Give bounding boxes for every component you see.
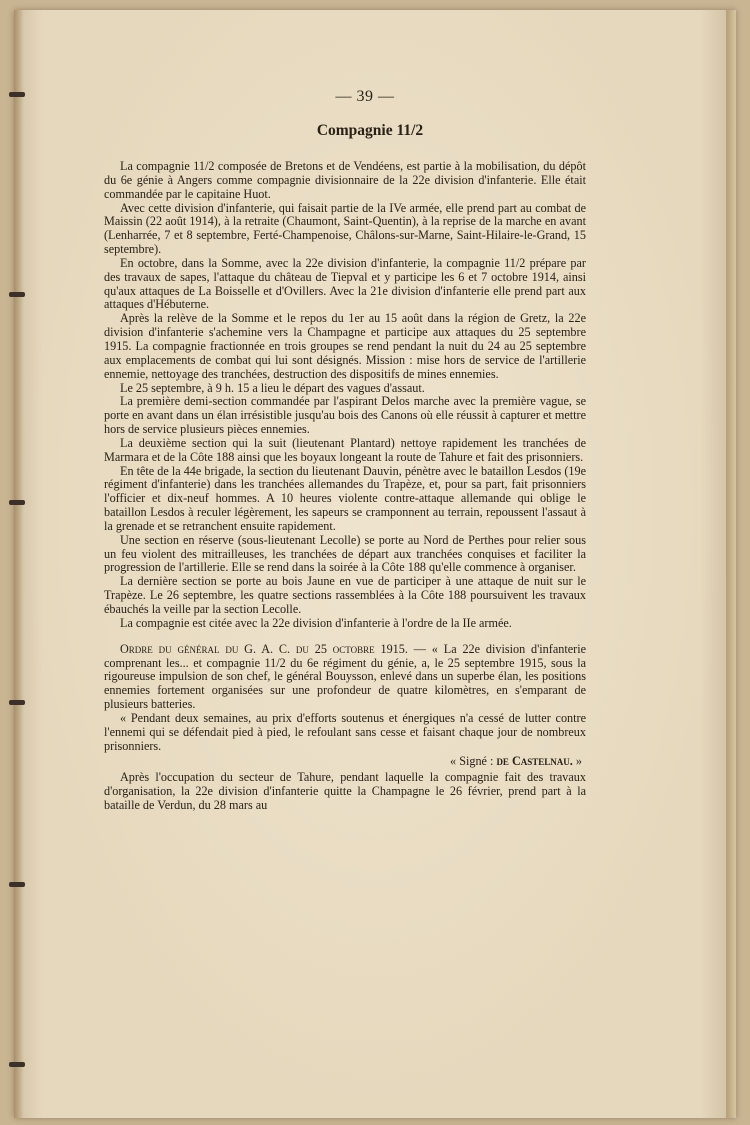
- signature-line: [104, 754, 586, 769]
- paragraph: Après la relève de la Somme et le repos du 1er au 15 août dans la région de Gretz, la 22e division d'infanterie s'achemine vers la Champagne et participe aux attaques du 25 septembre 1915. La compagnie fractionnée en trois groupes se rend pendant la nuit du 24 au 25 septembre aux emplacements de combat qui lui sont désignés. Mission : mise hors de service de l'artillerie ennemie, nettoyage des tranchées, destruction des dispositifs de mines ennemies.: [104, 311, 586, 381]
- paragraph: Le 25 septembre, à 9 h. 15 a lieu le départ des vagues d'assaut.: [120, 380, 425, 395]
- order-text: — « La 22e division d'infanterie comprenant les... et compagnie 11/2 du 6e régiment du génie, a, le 25 septembre 1915, sous la rigoureuse impulsion de son chef, le général Bouysson, enlevé dans un superbe élan, les positions ennemies fortement organisées sur une profondeur de quatre kilomètres, en s'emparant de plusieurs batteries.: [104, 641, 586, 712]
- page-content: [104, 88, 586, 813]
- page-binding-shadow: [14, 10, 24, 1118]
- closing-paragraph: Après l'occupation du secteur de Tahure, pendant laquelle la compagnie fait des travaux d'organisation, la 22e division d'infanterie quitte la Champagne le 26 février, prend part à la bataille de Verdun, du 28 mars au: [104, 770, 586, 813]
- section-title: Compagnie 11/2: [316, 122, 424, 139]
- paragraph: Une section en réserve (sous-lieutenant Lecolle) se porte au Nord de Perthes pour relier sous un feu violent des mitrailleuses, les tranchées de départ aux tranchées conquises et faciliter la progression de l'artillerie. Elle se rend dans la soirée à la Côte 188 qu'elle commence à organiser.: [104, 532, 586, 575]
- paragraph: Avec cette division d'infanterie, qui faisait partie de la IVe armée, elle prend part au combat de Maissin (22 août 1914), à la retraite (Chaumont, Saint-Quentin), à la reprise de la marche en avant (Lenharrée, 7 et 8 septembre, Ferté-Champenoise, Châlons-sur-Marne, Saint-Hilaire-le-Grand, 15 septembre).: [104, 200, 586, 257]
- paragraph: En tête de la 44e brigade, la section du lieutenant Dauvin, pénètre avec le bataillon Lesdos (19e régiment d'infanterie) dans les tranchées allemandes du Trapèze, et, pour sa part, fait prisonniers l'officier et dix-neuf hommes. A 10 heures violente contre-attaque allemande qui oblige le bataillon Lesdos à reculer légèrement, les sapeurs se cramponnent au terrain, repoussent l'assaut à la grenade et se retranchent ensuite rapidement.: [104, 463, 586, 533]
- signature-name: de Castelnau.: [496, 754, 573, 769]
- signature-prefix: « Signé :: [450, 754, 497, 769]
- signature-suffix: »: [572, 754, 582, 769]
- page-number: — 39 —: [335, 88, 395, 105]
- paragraph: La compagnie 11/2 composée de Bretons et de Vendéens, est partie à la mobilisation, du dépôt du 6e génie à Angers comme compagnie divisionnaire de la 22e division d'infanterie. Elle était commandée par le capitaine Huot.: [104, 159, 586, 201]
- order-citation: [104, 643, 586, 712]
- staple-mark: [9, 500, 25, 505]
- staple-mark: [9, 700, 25, 705]
- staple-mark: [9, 1062, 25, 1067]
- paragraph: En octobre, dans la Somme, avec la 22e division d'infanterie, la compagnie 11/2 prépare par des travaux de sapes, l'attaque du château de Tiepval et y participe les 6 et 7 octobre 1914, ainsi qu'aux attaques de La Boisselle et d'Ovillers. Avec la 21e division d'infanterie elle prend part aux attaques d'Hébuterne.: [104, 255, 586, 312]
- paragraph: La dernière section se porte au bois Jaune en vue de participer à une attaque de nuit sur le Trapèze. Le 26 septembre, les quatre sections rassemblées à la Côte 188 poursuivent les travaux ébauchés la veille par la section Lecolle.: [104, 574, 586, 616]
- paragraph: La deuxième section qui la suit (lieutenant Plantard) nettoye rapidement les tranchées de Marmara et de la Côte 188 ainsi que les boyaux longeant la route de Tahure et fait des prisonniers.: [104, 435, 586, 464]
- page-fold-edge: [726, 10, 736, 1118]
- paragraph: La première demi-section commandée par l'aspirant Delos marche avec la première vague, se porte en avant dans un élan irrésistible jusqu'au bois des Canons où elle réussit à capturer et mettre hors de service plusieurs pièces ennemies.: [104, 394, 586, 437]
- staple-mark: [9, 882, 25, 887]
- paragraph: La compagnie est citée avec la 22e division d'infanterie à l'ordre de la IIe armée.: [120, 615, 512, 630]
- order-citation-continued: « Pendant deux semaines, au prix d'efforts soutenus et énergiques n'a cessé de lutter contre l'ennemi qui se défendait pied à pied, le refoulant sans cesse et faisant chaque jour de nombreux prisonniers.: [104, 710, 586, 753]
- staple-mark: [9, 92, 25, 97]
- order-heading: Ordre du général du G. A. C. du 25 octobre 1915.: [120, 641, 408, 656]
- staple-mark: [9, 292, 25, 297]
